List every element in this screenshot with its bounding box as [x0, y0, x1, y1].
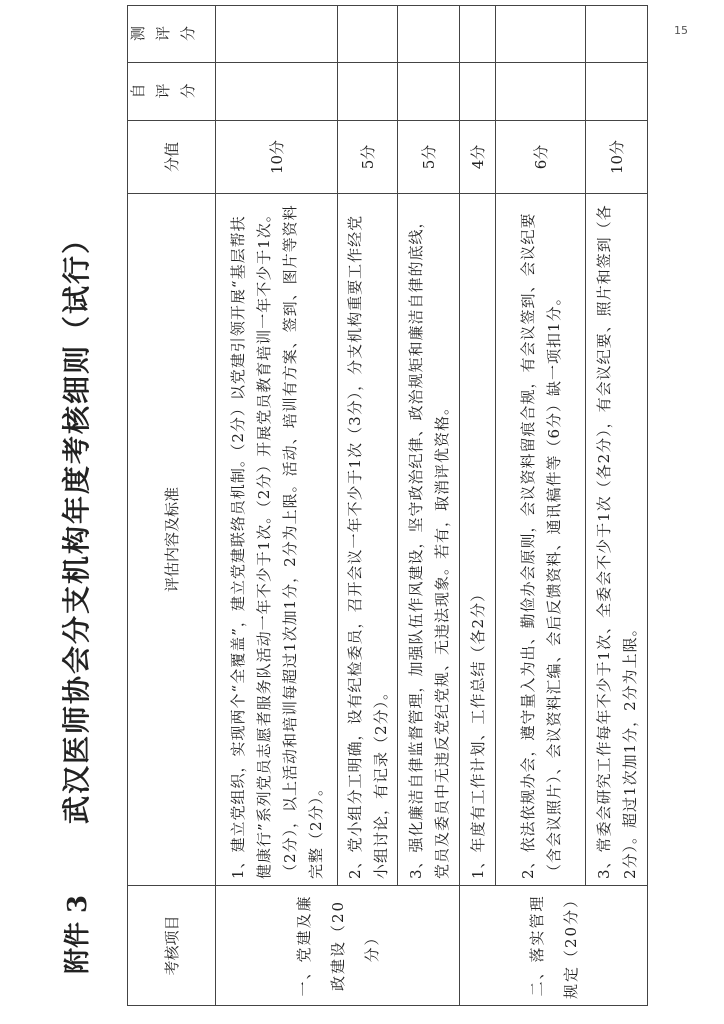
- self-score-cell: [460, 63, 496, 121]
- document-title: 武汉医师协会分支机构年度考核细则（试行）: [60, 223, 93, 824]
- self-score-cell: [586, 63, 648, 121]
- criteria-cell: 1、年度有工作计划、工作总结（各2分）: [460, 194, 496, 886]
- table-row: [398, 6, 460, 1006]
- criteria-cell: 1、建立党组织，实现两个“全覆盖”，建立党建联络员机制。（2分）以党建引领开展“基层帮扶健康行”系列党员志愿者服务队活动一年不少于1次。（2分）开展党员教育培训一年不少于1次。（2分），以上活动和培训每超过1次加1分，2分为上限。活动、培训有方案、签到、图片等资料完整（2分）。: [216, 194, 338, 886]
- table-header-row: [128, 6, 216, 1006]
- self-score-cell: [216, 63, 338, 121]
- score-cell: 6分: [496, 121, 586, 194]
- header-category: 考核项目: [128, 886, 216, 1006]
- eval-score-cell: [398, 6, 460, 63]
- criteria-cell: 2、依法依规办会，遵守量入为出、勤俭办会原则，会议资料留痕合规，有会议签到、会议纪要（含会议照片）、会议资料汇编、会后反馈资料、通讯稿件等（6分）缺一项扣1分。: [496, 194, 586, 886]
- header-score: 分值: [128, 121, 216, 194]
- table-row: [216, 6, 338, 1006]
- category-management: 二、落实管理规定（20分）: [460, 886, 648, 1006]
- eval-score-cell: [496, 6, 586, 63]
- self-score-cell: [398, 63, 460, 121]
- header-criteria: 评估内容及标准: [128, 194, 216, 886]
- self-score-cell: [496, 63, 586, 121]
- annex-label: 附件 3: [63, 894, 93, 974]
- table-row: [586, 6, 648, 1006]
- eval-score-cell: [586, 6, 648, 63]
- score-cell: 10分: [586, 121, 648, 194]
- eval-score-cell: [460, 6, 496, 63]
- eval-score-cell: [216, 6, 338, 63]
- criteria-cell: 3、强化廉洁自律监督管理，加强队伍作风建设，坚守政治纪律、政治规矩和廉洁自律的底线，党员及委员中无违反党纪党规、无违法现象。若有，取消评优资格。: [398, 194, 460, 886]
- score-cell: 5分: [338, 121, 398, 194]
- table-row: [460, 6, 496, 1006]
- criteria-cell: 3、常委会研究工作每年不少于1次、全委会不少于1次（各2分），有会议纪要、照片和签到（各2分）。超过1次加1分，2分为上限。: [586, 194, 648, 886]
- score-cell: 5分: [398, 121, 460, 194]
- category-party-building: 一、党建及廉政建设（20分）: [216, 886, 460, 1006]
- table-row: [496, 6, 586, 1006]
- page-number: 15: [674, 24, 688, 37]
- table-row: [338, 6, 398, 1006]
- score-cell: 4分: [460, 121, 496, 194]
- score-cell: 10分: [216, 121, 338, 194]
- eval-score-cell: [338, 6, 398, 63]
- header-self-score: 自评分: [128, 63, 216, 121]
- assessment-table: [127, 5, 648, 1006]
- header-eval-score: 测评分: [128, 6, 216, 63]
- self-score-cell: [338, 63, 398, 121]
- document-header: [45, 54, 105, 974]
- criteria-cell: 2、党小组分工明确，设有纪检委员，召开会议一年不少于1次（3分），分支机构重要工作经党小组讨论，有记录（2分）。: [338, 194, 398, 886]
